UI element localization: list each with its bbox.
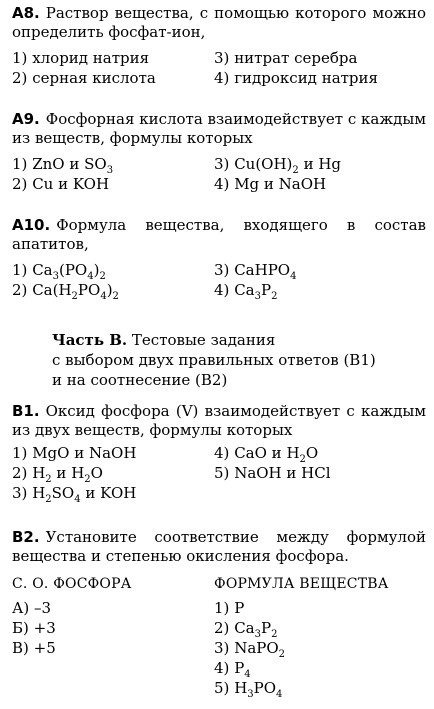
option xyxy=(214,68,414,88)
option xyxy=(12,443,214,463)
matching-item xyxy=(12,598,202,618)
formula xyxy=(32,464,103,485)
question-a8 xyxy=(12,4,426,88)
formula-part: P xyxy=(234,659,245,677)
matching-item xyxy=(214,638,426,658)
option xyxy=(214,48,414,68)
option-number: 2) xyxy=(12,69,28,87)
option-number: 1) xyxy=(12,261,28,279)
option xyxy=(12,463,214,483)
formula-part: H xyxy=(32,464,46,482)
option xyxy=(12,280,214,300)
part-b-title: Часть В. xyxy=(52,331,128,349)
formula-subscript: 2 xyxy=(99,271,106,282)
options-grid xyxy=(12,443,426,503)
formula xyxy=(234,444,319,465)
formula xyxy=(234,261,297,282)
option-number: 4) xyxy=(214,444,230,462)
formula xyxy=(234,281,278,302)
formula xyxy=(234,155,342,176)
matching-column-b xyxy=(214,574,426,698)
option xyxy=(12,174,214,194)
formula-subscript: 4 xyxy=(276,689,283,700)
formula-part: Ca xyxy=(234,619,255,637)
question-number: А9. xyxy=(12,110,40,128)
formula-subscript: 3 xyxy=(254,291,261,302)
formula-subscript: 2 xyxy=(71,291,78,302)
option xyxy=(12,48,214,68)
matching-item xyxy=(214,678,426,698)
option-text: Mg и NaOH xyxy=(234,175,327,193)
formula-part: P xyxy=(260,281,272,299)
formula-subscript: 2 xyxy=(112,291,119,302)
matching-column-a xyxy=(12,574,202,658)
formula-subscript: 4 xyxy=(100,291,107,302)
formula-part: ZnO и SO xyxy=(32,155,107,173)
item-value: +5 xyxy=(33,639,56,657)
option-number: 2) xyxy=(12,175,28,193)
option-number: 4) xyxy=(214,175,230,193)
formula-part: O xyxy=(305,444,319,462)
formula-subscript: 3 xyxy=(52,271,59,282)
formula xyxy=(32,155,114,176)
item-value: –3 xyxy=(34,599,52,617)
question-a10-text-block xyxy=(12,216,426,254)
question-text: Раствор вещества, с помощью которого можно определить фосфат-ион, xyxy=(12,4,426,41)
option-text: нитрат серебра xyxy=(234,49,358,67)
formula-part: Ca xyxy=(234,281,255,299)
option-number: 1) xyxy=(12,49,28,67)
option xyxy=(214,174,414,194)
formula-part: O xyxy=(90,464,103,482)
formula-part: H xyxy=(234,679,248,697)
question-text: Формула вещества, входящего в состав апатитов, xyxy=(12,216,426,253)
item-number: 4) xyxy=(214,659,230,677)
formula xyxy=(234,679,283,700)
formula-subscript: 2 xyxy=(292,165,299,176)
option-text: серная кислота xyxy=(32,69,156,87)
option-number: 3) xyxy=(12,484,28,502)
formula-subscript: 3 xyxy=(106,165,114,176)
part-b-line: и на соотнесение (В2) xyxy=(52,371,228,389)
question-text: Установите соответствие между формулой вещества и степенью окисления фосфора. xyxy=(12,528,426,565)
item-number: 5) xyxy=(214,679,230,697)
question-number: В1. xyxy=(12,402,40,420)
formula-subscript: 3 xyxy=(247,689,254,700)
option xyxy=(214,280,414,300)
option-number: 4) xyxy=(214,281,230,299)
formula xyxy=(234,659,251,680)
option-number: 2) xyxy=(12,464,28,482)
option xyxy=(12,483,214,503)
formula xyxy=(234,619,278,640)
formula xyxy=(32,484,137,505)
formula-part: и Hg xyxy=(298,155,342,173)
formula-part: PO xyxy=(253,679,277,697)
part-b-subtitle: Тестовые задания xyxy=(127,331,276,349)
question-b2-text-block xyxy=(12,528,426,566)
option-text: MgO и NaOH xyxy=(32,444,137,462)
item-value: +3 xyxy=(33,619,56,637)
options-grid xyxy=(12,48,426,88)
question-number: А8. xyxy=(12,4,40,22)
formula-part: H xyxy=(32,484,46,502)
formula-part: NaPO xyxy=(234,639,279,657)
option xyxy=(12,68,214,88)
formula-part: и KOH xyxy=(80,484,137,502)
question-text: Оксид фосфора (V) взаимодействует с каждым из двух веществ, формулы которых xyxy=(12,402,426,439)
question-text: Фосфорная кислота взаимодействует с каждым из веществ, формулы которых xyxy=(12,110,426,147)
option-text: NaOH и HCl xyxy=(234,464,331,482)
option xyxy=(214,463,414,483)
formula-subscript: 2 xyxy=(84,474,91,485)
formula-subscript: 3 xyxy=(254,629,261,640)
option-number: 3) xyxy=(214,261,230,279)
option-number: 5) xyxy=(214,464,230,482)
item-number: 2) xyxy=(214,619,230,637)
formula-subscript: 4 xyxy=(74,494,81,505)
formula-subscript: 2 xyxy=(278,649,286,660)
option-number: 4) xyxy=(214,69,230,87)
item-number: 1) xyxy=(214,599,230,617)
option-text: хлорид натрия xyxy=(32,49,150,67)
option xyxy=(214,260,414,280)
formula-part: P xyxy=(260,619,272,637)
part-b-line: с выбором двух правильных ответов (В1) xyxy=(52,351,376,369)
option xyxy=(12,154,214,174)
option xyxy=(12,260,214,280)
column-a-header: С. О. ФОСФОРА xyxy=(12,576,132,592)
formula-part: CaO и H xyxy=(234,444,300,462)
formula-subscript: 2 xyxy=(299,454,306,465)
formula-subscript: 2 xyxy=(271,629,278,640)
item-number: 3) xyxy=(214,639,230,657)
option-number: 3) xyxy=(214,49,230,67)
option-number: 1) xyxy=(12,155,28,173)
formula-part: и H xyxy=(51,464,85,482)
formula-subscript: 2 xyxy=(45,494,52,505)
question-b1-text-block xyxy=(12,402,426,440)
question-a8-text-block xyxy=(12,4,426,42)
formula-subscript: 2 xyxy=(271,291,278,302)
option-text: Cu и KOH xyxy=(32,175,110,193)
part-b-line xyxy=(52,330,432,350)
question-b2 xyxy=(12,528,426,566)
item-letter: Б) xyxy=(12,619,29,637)
matching-item xyxy=(12,618,202,638)
formula xyxy=(234,639,286,660)
question-a9 xyxy=(12,110,426,194)
options-grid xyxy=(12,260,426,300)
formula-part: Cu(OH) xyxy=(234,155,293,173)
formula-subscript: 2 xyxy=(45,474,52,485)
question-b1 xyxy=(12,402,426,503)
option-number: 2) xyxy=(12,281,28,299)
question-a10 xyxy=(12,216,426,300)
matching-item xyxy=(214,598,426,618)
formula-subscript: 4 xyxy=(244,669,251,680)
option-number: 1) xyxy=(12,444,28,462)
column-b-header: ФОРМУЛА ВЕЩЕСТВА xyxy=(214,576,389,592)
option-text: гидроксид натрия xyxy=(234,69,378,87)
formula xyxy=(32,261,106,282)
question-number: В2. xyxy=(12,528,40,546)
formula xyxy=(32,281,119,302)
question-a9-text-block xyxy=(12,110,426,148)
formula-part: ) xyxy=(106,281,113,299)
option-number: 3) xyxy=(214,155,230,173)
formula-part: Ca xyxy=(32,261,53,279)
formula-part: CaHPO xyxy=(234,261,291,279)
formula-part: SO xyxy=(51,484,75,502)
formula-part: ) xyxy=(93,261,100,279)
matching-item xyxy=(214,618,426,638)
item-value: P xyxy=(234,599,245,617)
options-grid xyxy=(12,154,426,194)
option xyxy=(214,154,414,174)
formula-part: Ca(H xyxy=(32,281,72,299)
question-number: А10. xyxy=(12,216,51,234)
formula-subscript: 4 xyxy=(87,271,94,282)
option xyxy=(214,443,414,463)
matching-item xyxy=(12,638,202,658)
formula-part: (PO xyxy=(58,261,88,279)
item-letter: В) xyxy=(12,639,29,657)
part-b-heading xyxy=(52,330,432,390)
formula-part: PO xyxy=(77,281,101,299)
matching-item xyxy=(214,658,426,678)
item-letter: А) xyxy=(12,599,30,617)
formula-subscript: 4 xyxy=(290,271,297,282)
